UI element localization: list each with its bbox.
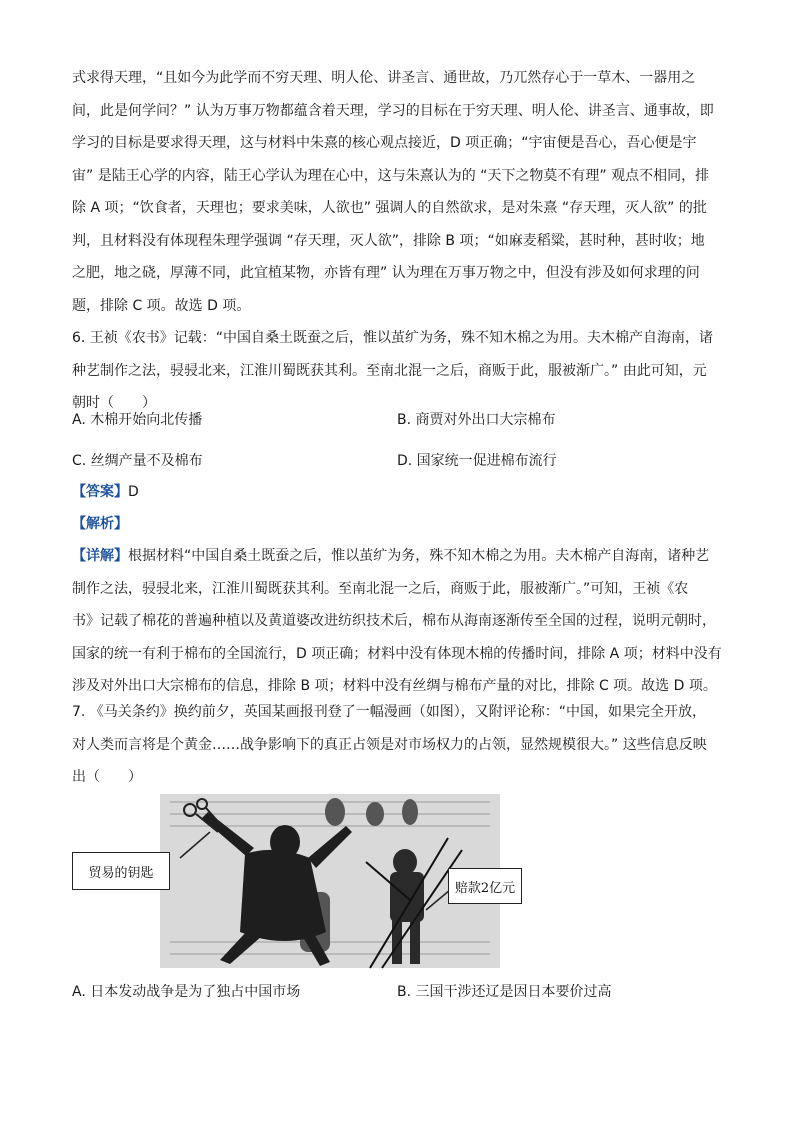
text-line: 除 A 项；“饮食者，天理也；要求美味，人欲也” 强调人的自然欲求，是对朱熹 “存天理，灭人欲” 的批 <box>72 200 707 216</box>
question-6-option-a: A. 木棉开始向北传播 <box>72 412 203 428</box>
question-6-analysis-heading <box>72 514 128 534</box>
question-6-option-c: C. 丝绸产量不及棉布 <box>72 453 203 469</box>
answer-value: D <box>128 484 139 500</box>
question-7-option-a: A. 日本发动战争是为了独占中国市场 <box>72 984 301 1000</box>
text-line: 式求得天理，“且如今为此学而不穷天理、明人伦、讲圣言、通世故，乃兀然存心于一草木、一器用之 <box>72 70 696 86</box>
question-6-detail <box>72 540 724 703</box>
question-6-answer <box>72 482 139 502</box>
text-line: 题，排除 C 项。故选 D 项。 <box>72 297 251 314</box>
text-line: 学习的目标是要求得天理，这与材料中朱熹的核心观点接近，D 项正确；“宇宙便是吾心，吾心便是宇 <box>72 135 697 151</box>
text-line: 【详解】根据材料“中国自桑土既蚕之后，惟以茧纩为务，殊不知木棉之为用。夫木棉产自海南，诸种艺 <box>72 548 710 564</box>
question-6-option-b: B. 商贾对外出口大宗棉布 <box>397 412 556 428</box>
text-line: 宙” 是陆王心学的内容，陆王心学认为理在心中，这与朱熹认为的 “天下之物莫不有理” 观点不相同，排 <box>72 167 710 184</box>
text-line: 国家的统一有利于棉布的全国流行，D 项正确；材料中没有体现木棉的传播时间，排除 A 项；材料中没有 <box>72 645 722 662</box>
question-6-option-d: D. 国家统一促进棉布流行 <box>397 453 557 469</box>
text-line: 朝时（ ） <box>72 395 156 411</box>
text-line: 7. 《马关条约》换约前夕，英国某画报刊登了一幅漫画（如图），又附评论称：“中国，如果完全开放， <box>72 704 707 720</box>
question-6-stem <box>72 322 724 420</box>
cartoon-illustration <box>70 792 522 970</box>
text-line: 之肥，地之硗，厚薄不同，此宜植某物，亦皆有理” 认为理在万事万物之中，但没有涉及如何求理的问 <box>72 265 700 281</box>
explanation-continuation <box>72 62 724 322</box>
text-line: 间，此是何学问？” 认为万事万物都蕴含着天理，学习的目标在于穷天理、明人伦、讲圣言、通事故，即 <box>72 102 714 119</box>
text-line: 出（ ） <box>72 769 142 785</box>
question-7-stem <box>72 696 724 794</box>
text-line: 种艺制作之法，骎骎北来，江淮川蜀既获其利。至南北混一之后，商贩于此，服被渐广。” 由此可知，元 <box>72 362 707 379</box>
text-line: 涉及对外出口大宗棉布的信息，排除 B 项；材料中没有丝绸与棉布产量的对比，排除 C 项。故选 D 项。 <box>72 678 717 694</box>
answer-tag: 【答案】 <box>72 484 128 500</box>
text-line: 书》记载了棉花的普遍种植以及黄道婆改进纺织技术后，棉布从海南逐渐传至全国的过程，说明元朝时， <box>72 613 716 629</box>
text-line: 6. 王祯《农书》记载：“中国自桑土既蚕之后，惟以茧纩为务，殊不知木棉之为用。夫木棉产自海南，诸 <box>72 330 714 346</box>
text-line: 制作之法，骎骎北来，江淮川蜀既获其利。至南北混一之后，商贩于此，服被渐广。”可知，王祯《农 <box>72 580 689 597</box>
text-line: 对人类而言将是个黄金……战争影响下的真正占领是对市场权力的占领，显然规模很大。” 这些信息反映 <box>72 736 707 753</box>
analysis-tag: 【解析】 <box>72 516 128 532</box>
cartoon-label-right: 赔款2亿元 <box>448 868 522 904</box>
question-7-option-b: B. 三国干涉还辽是因日本要价过高 <box>397 984 612 1000</box>
text-line: 判，且材料没有体现程朱理学强调 “存天理，灭人欲”，排除 B 项；“如麻麦稻粱，甚时种，甚时收；地 <box>72 232 705 249</box>
cartoon-label-left: 贸易的钥匙 <box>72 852 170 890</box>
detail-tag: 【详解】 <box>72 548 128 564</box>
